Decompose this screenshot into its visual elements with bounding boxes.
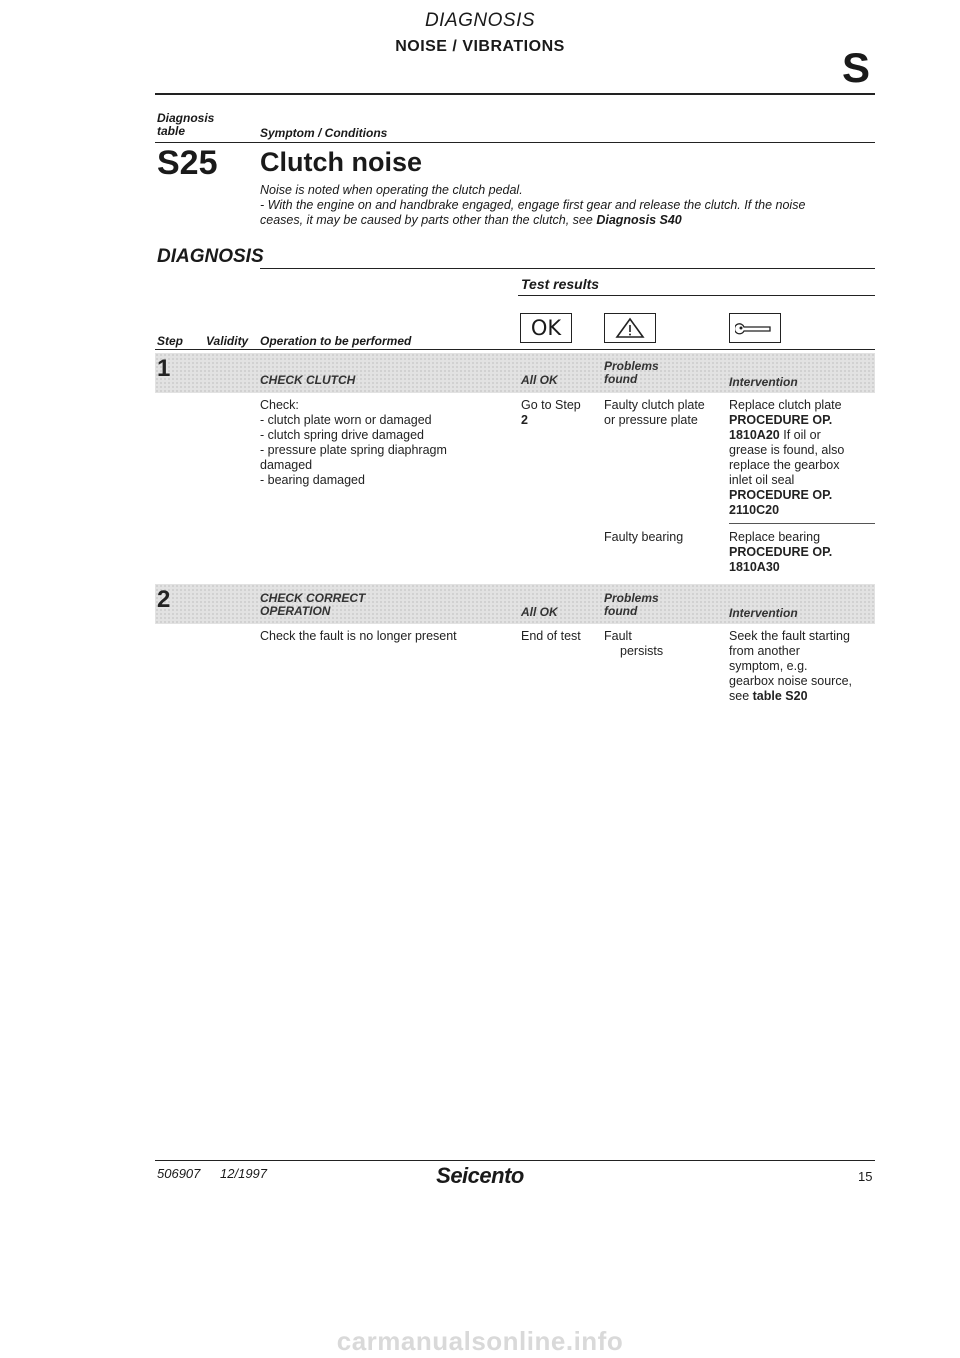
table-ref-link: table S20 bbox=[752, 689, 808, 703]
diagnosis-ref-link: Diagnosis S40 bbox=[596, 213, 682, 227]
step-2-title-line-2: OPERATION bbox=[260, 604, 331, 618]
section-title: DIAGNOSIS bbox=[424, 10, 536, 31]
step-1-action-2 bbox=[729, 530, 875, 575]
step-1-fault-2: Faulty bearing bbox=[604, 530, 684, 544]
step-1-problems: Problems bbox=[604, 359, 659, 373]
symptom-description bbox=[260, 183, 880, 228]
action-text: see bbox=[729, 689, 753, 703]
page-number: 15 bbox=[858, 1169, 873, 1184]
step-2-number: 2 bbox=[157, 586, 171, 613]
step-2-problems-found bbox=[604, 592, 659, 618]
step-1-op-line: - bearing damaged bbox=[260, 473, 365, 487]
test-results-label: Test results bbox=[521, 276, 600, 292]
step-2-all-ok: All OK bbox=[521, 605, 558, 619]
desc-line-1: Noise is noted when operating the clutch pedal. bbox=[260, 183, 523, 197]
fault-line: or pressure plate bbox=[604, 413, 698, 427]
step-2-action bbox=[729, 629, 875, 704]
step-2-fault bbox=[604, 629, 663, 659]
subsection-title: NOISE / VIBRATIONS bbox=[395, 38, 565, 55]
step-1-ok-result bbox=[521, 398, 581, 428]
header-rule bbox=[155, 93, 875, 95]
step-2-intervention: Intervention bbox=[729, 606, 798, 620]
fault-line: persists bbox=[620, 644, 664, 658]
symptom-conditions-label: Symptom / Conditions bbox=[260, 126, 388, 140]
action-line bbox=[729, 428, 875, 443]
step-1-op-line: - pressure plate spring diaphragm bbox=[260, 443, 447, 457]
brand-logo: Seicento bbox=[436, 1163, 524, 1188]
col-operation: Operation to be performed bbox=[260, 334, 412, 348]
action-text: If oil or bbox=[779, 428, 821, 442]
action-line: grease is found, also bbox=[729, 443, 845, 457]
table-label: table bbox=[157, 124, 186, 138]
desc-line-2: - With the engine on and handbrake engaged, engage first gear and release the clutch. If the noise bbox=[260, 198, 806, 212]
action-procedure: PROCEDURE OP. bbox=[729, 413, 833, 427]
go-to-step-text: Go to Step bbox=[521, 398, 581, 412]
step-1-action-1 bbox=[729, 398, 875, 518]
fault-line: Fault bbox=[604, 629, 632, 643]
step-1-number: 1 bbox=[157, 355, 171, 382]
procedure-code: 1810A30 bbox=[729, 560, 780, 574]
fault-line: Faulty clutch plate bbox=[604, 398, 705, 412]
doc-number: 506907 bbox=[157, 1166, 201, 1181]
step-1-found: found bbox=[604, 372, 638, 386]
warning-triangle-icon bbox=[604, 313, 656, 343]
step-2-operation: Check the fault is no longer present bbox=[260, 629, 457, 643]
action-procedure: PROCEDURE OP. bbox=[729, 545, 833, 559]
action-line: Replace bearing bbox=[729, 530, 821, 544]
symptom-title: Clutch noise bbox=[260, 147, 423, 177]
action-line: Seek the fault starting bbox=[729, 629, 850, 643]
action-line: replace the gearbox bbox=[729, 458, 840, 472]
col-validity: Validity bbox=[206, 334, 249, 348]
test-results-rule bbox=[518, 295, 875, 296]
step-1-all-ok: All OK bbox=[521, 373, 558, 387]
go-to-step-number: 2 bbox=[521, 413, 528, 427]
action-procedure: PROCEDURE OP. bbox=[729, 488, 833, 502]
doc-date: 12/1997 bbox=[220, 1166, 268, 1181]
ok-box-icon bbox=[520, 313, 572, 343]
step-1-operation bbox=[260, 398, 500, 488]
step-2-title-line-1: CHECK CORRECT bbox=[260, 591, 366, 605]
desc-line-3-text: ceases, it may be caused by parts other than the clutch, see bbox=[260, 213, 597, 227]
step-1-op-line: - clutch spring drive damaged bbox=[260, 428, 424, 442]
step-1-title: CHECK CLUTCH bbox=[260, 373, 356, 387]
step-1-intervention: Intervention bbox=[729, 375, 798, 389]
step-2-ok-result: End of test bbox=[521, 629, 581, 643]
procedure-code: 1810A20 bbox=[729, 428, 780, 442]
ok-label: OK bbox=[530, 316, 562, 340]
step-1-op-line: damaged bbox=[260, 458, 313, 472]
action-line bbox=[729, 689, 875, 704]
diagnosis-rule bbox=[260, 268, 875, 269]
action-line: symptom, e.g. bbox=[729, 659, 808, 673]
step-1-problems-found bbox=[604, 360, 659, 386]
watermark: carmanualsonline.info bbox=[336, 1326, 624, 1356]
col-step: Step bbox=[157, 334, 184, 348]
diagnosis-label: Diagnosis bbox=[157, 111, 215, 125]
step-1-op-line: Check: bbox=[260, 398, 299, 412]
symptom-code: S25 bbox=[157, 144, 218, 182]
procedure-code: 2110C20 bbox=[729, 503, 780, 517]
action-line: Replace clutch plate bbox=[729, 398, 842, 412]
step-1-fault-1 bbox=[604, 398, 705, 428]
step-2-problems: Problems bbox=[604, 591, 659, 605]
desc-line-3 bbox=[260, 213, 880, 228]
section-letter: S bbox=[842, 44, 871, 91]
action-line: inlet oil seal bbox=[729, 473, 795, 487]
step-2-title bbox=[260, 592, 365, 618]
wrench-icon bbox=[729, 313, 781, 343]
step-2-found: found bbox=[604, 604, 638, 618]
footer-rule bbox=[155, 1160, 875, 1161]
diagnosis-heading: DIAGNOSIS bbox=[157, 246, 264, 267]
step-1-op-line: - clutch plate worn or damaged bbox=[260, 413, 432, 427]
table-header-rule bbox=[155, 349, 875, 350]
label-rule bbox=[155, 142, 875, 143]
step-1-separator bbox=[729, 523, 875, 524]
action-line: gearbox noise source, bbox=[729, 674, 852, 688]
diagnosis-table-label bbox=[157, 112, 214, 138]
action-line: from another bbox=[729, 644, 800, 658]
